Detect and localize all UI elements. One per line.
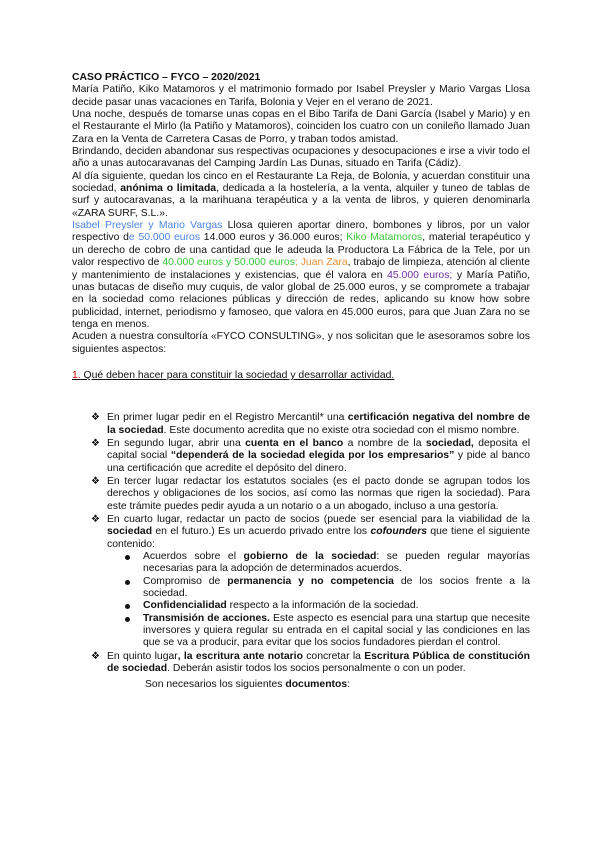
text-run: , trabajo de limpieza, atención al cliente y mantenimiento de instalaciones y existencias, que él valora en bbox=[72, 257, 530, 281]
diamond-bullet-icon: ❖ bbox=[91, 475, 100, 487]
list-item bbox=[91, 514, 531, 650]
highlight-50000: e 50.000 euros bbox=[128, 232, 201, 244]
list-item bbox=[91, 650, 530, 676]
bold-run: anónima o limitada bbox=[120, 183, 217, 195]
sub-list-item bbox=[143, 613, 530, 650]
text-run: , material terapéutico y un derecho de cobro de una cantidad que le adeuda la Productora La Fábrica de la Tele, por un valor respectivo de bbox=[72, 232, 531, 269]
bold-run: gobierno de la sociedad bbox=[243, 551, 377, 563]
bold-run: , la escritura ante notario bbox=[177, 650, 303, 662]
paragraph-night: Una noche, después de tomarse unas copas en el Bibo Tarifa de Dani García (Isabel y Mario) y en el Restaurante el Mirlo (la Patiño y Matamoros), coinciden los cuatro con un conileño llamado Juan Zara en la Venta de Carretera Casas de Porro, y traban todos amistad. bbox=[72, 109, 530, 145]
highlight-juan-zara: ; Juan Zara bbox=[294, 257, 348, 269]
bullet-dot-icon bbox=[125, 555, 130, 560]
bold-run: Transmisión de acciones. bbox=[143, 612, 270, 624]
diamond-bullet-icon: ❖ bbox=[91, 514, 100, 525]
bullet-dot-icon bbox=[125, 604, 130, 609]
text-run: . Este documento acredita que no existe otra sociedad con el mismo nombre. bbox=[163, 424, 520, 436]
highlight-isabel-mario: Isabel Preysler y Mario Vargas bbox=[72, 220, 223, 232]
text-run: y pide al banco una certificación que acredite el depósito del dinero. bbox=[107, 450, 531, 474]
documents-line bbox=[72, 679, 530, 691]
bold-run: permanencia y no competencia bbox=[227, 575, 394, 587]
bullet-dot-icon bbox=[125, 617, 130, 622]
text-run: En cuarto lugar, redactar un pacto de socios (puede ser esencial para la viabilidad de la bbox=[107, 514, 530, 525]
bold-run: “dependerá de la sociedad elegida por los empresarios” bbox=[170, 450, 455, 462]
list-item bbox=[91, 437, 531, 475]
text-run: a nombre de la bbox=[343, 437, 426, 449]
text-run: : se pueden regular mayorías necesarias para la adopción de determinados acuerdos. bbox=[143, 551, 530, 575]
diamond-bullet-icon: ❖ bbox=[91, 650, 100, 662]
sub-list-item bbox=[143, 576, 530, 601]
text-run: Compromiso de bbox=[143, 575, 228, 587]
bullet-dot-icon bbox=[125, 580, 130, 585]
text-run: concretar la bbox=[302, 650, 365, 662]
bold-run: cuenta en el banco bbox=[245, 437, 344, 449]
bold-run: Confidencialidad bbox=[143, 600, 227, 612]
text-run: que tiene el siguiente contenido: bbox=[107, 526, 530, 550]
sub-list-item bbox=[143, 551, 530, 576]
diamond-bullet-icon: ❖ bbox=[91, 437, 100, 449]
bold-run: sociedad bbox=[107, 526, 153, 538]
text-run: . Deberán asistir todos los socios personalmente o con un poder. bbox=[167, 663, 466, 675]
highlight-kiko: Kiko Matamoros bbox=[346, 232, 423, 244]
list-item bbox=[91, 412, 530, 437]
text-run: Llosa quieren aportar dinero, bombones y libros, por un valor respectivo d bbox=[72, 220, 530, 244]
text-run: Al día siguiente, quedan los cinco en el Restaurante La Reja, de Bolonia, y acuerdan constituir una sociedad, bbox=[72, 170, 530, 195]
paragraph-consulting: Acuden a nuestra consultoría «FYCO CONSULTING», y nos solicitan que le asesoramos sobre los siguientes aspectos: bbox=[72, 331, 530, 355]
text-run: respecto a la información de la sociedad. bbox=[226, 600, 419, 612]
bold-run: Escritura Pública de constitución de sociedad bbox=[107, 650, 530, 675]
paragraph-toast: Brindando, deciden abandonar sus respectivas ocupaciones y desocupaciones e irse a vivir todo el año a unas autocaravanas del Camping Jardín Las Dunas, situado en Tarifa (Cádiz). bbox=[72, 146, 530, 170]
question-number: 1. bbox=[72, 369, 81, 381]
text-run: En segundo lugar, abrir una bbox=[107, 437, 246, 449]
highlight-40000-50000: 40.000 euros y 50.000 euros bbox=[162, 257, 295, 269]
bold-run: certificación negativa del nombre de la sociedad bbox=[107, 412, 530, 436]
text-run: y María Patiño, unas butacas de diseño muy cuquis, de valor global de 25.000 euros, y se compromete a trabajar en la sociedad como relaciones públicas y dirección de redes, aplicando su know how sobre publicidad, internet, periodismo y famoseo, que valora en 45.000 euros, para que Juan Zara no se tenga en menos. bbox=[72, 269, 531, 330]
text-run: Este aspecto es esencial para una startup que necesite inversores y quiera regular su entrada en el capital social y las condiciones en las que se va a producir, para evitar que los socios fundadores pierdan el control. bbox=[143, 612, 531, 649]
list-item bbox=[91, 475, 530, 513]
text-run: en el futuro.) Es un acuerdo privado entre los bbox=[152, 526, 371, 538]
sub-list-item bbox=[143, 600, 530, 612]
text-run: En primer lugar pedir en el Registro Mercantil* una bbox=[107, 412, 348, 424]
diamond-bullet-icon: ❖ bbox=[91, 412, 100, 424]
paragraph-next-day bbox=[72, 171, 530, 220]
question-1 bbox=[72, 370, 530, 382]
text-run: , dedicada a la hostelería, a la venta, alquiler y tuneo de tablas de surf y autocaravanas, a la marihuana terapéutica y a la venta de libros, y quieren denominarla «ZARA SURF, S.L.». bbox=[72, 183, 530, 219]
bold-run: sociedad, bbox=[425, 437, 474, 449]
text-run: Son necesarios los siguientes bbox=[145, 679, 286, 691]
sub-list bbox=[107, 551, 530, 650]
text-run: Acuerdos sobre el bbox=[143, 551, 244, 563]
bold-run: documentos bbox=[285, 679, 348, 691]
text-run: de los socios frente a la sociedad. bbox=[143, 575, 530, 600]
bold-italic-run: cofounders bbox=[370, 526, 428, 538]
paragraph-contributions bbox=[72, 220, 530, 331]
document-title: CASO PRÁCTICO – FYCO – 2020/2021 bbox=[72, 72, 261, 83]
text-run: : bbox=[347, 679, 351, 691]
text-run: deposita el capital social bbox=[107, 437, 531, 462]
question-text: Qué deben hacer para constituir la sociedad y desarrollar actividad. bbox=[80, 369, 395, 381]
text-run: En quinto lugar bbox=[107, 650, 178, 662]
text-run: 14.000 euros y 36.000 euros; bbox=[200, 232, 347, 244]
paragraph-intro: María Patiño, Kiko Matamoros y el matrimonio formado por Isabel Preysler y Mario Vargas Llosa decide pasar unas vacaciones en Tarifa, Bolonia y Vejer en el verano de 2021. bbox=[72, 84, 530, 108]
text-run: En tercer lugar redactar los estatutos sociales (es el pacto donde se agrupan todos los derechos y obligaciones de los socios, así como las normas que rigen la sociedad). Para este trámite puedes pedir ayuda a un notario o a un abogado, incluso a una gestoría. bbox=[107, 475, 530, 512]
steps-list bbox=[72, 412, 530, 675]
highlight-45000: 45.000 euros; bbox=[387, 269, 453, 281]
